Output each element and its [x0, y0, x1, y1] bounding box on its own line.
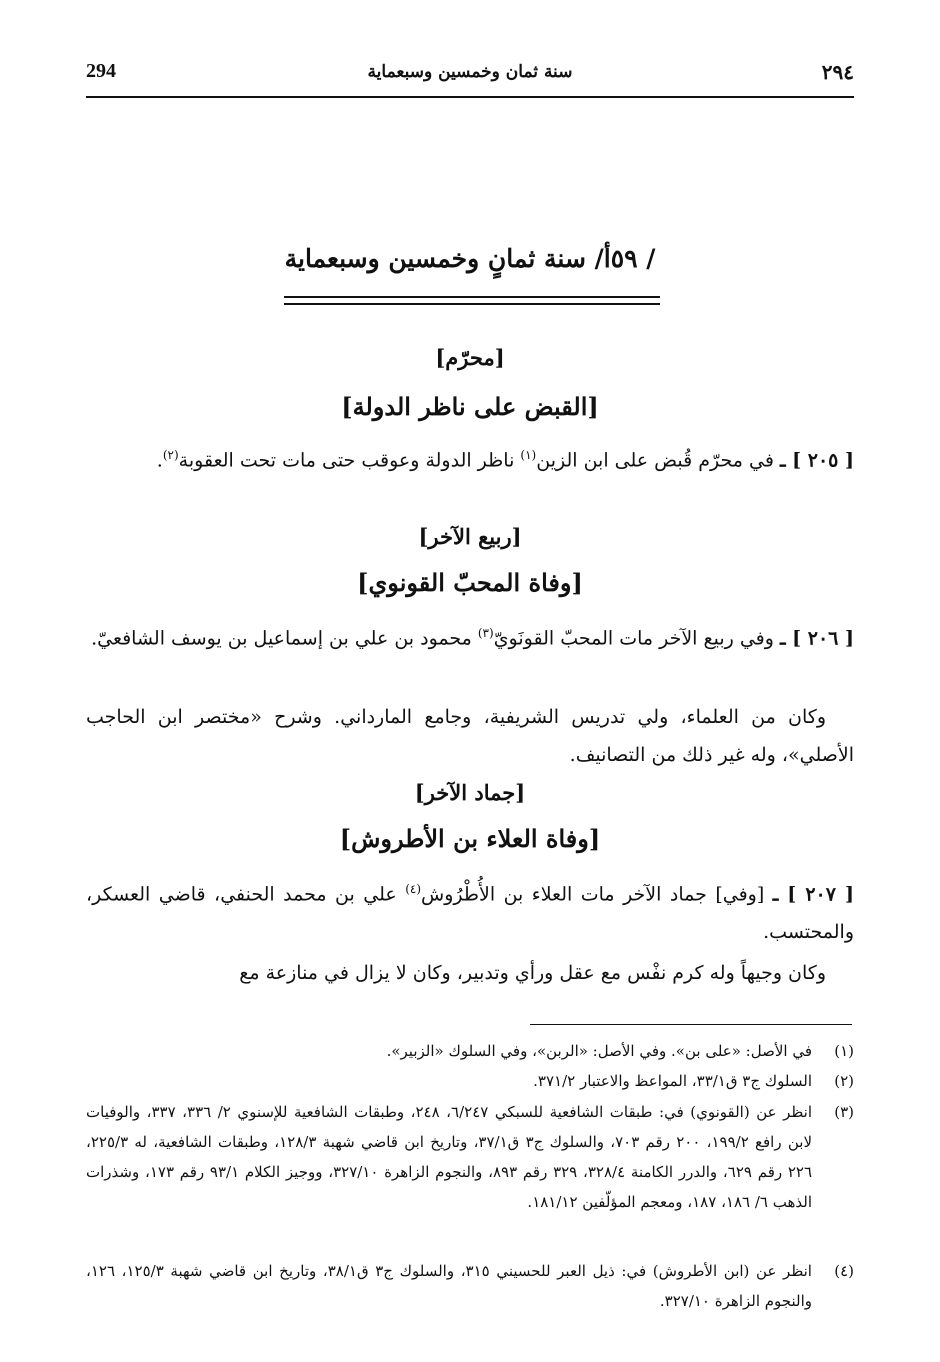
footnote-3 — [86, 1097, 854, 1217]
event-heading-qunawi: [وفاة المحبّ القونوي] — [357, 568, 583, 597]
entry-206 — [86, 614, 854, 657]
entry-number: [ ٢٠٦ ] ـ — [779, 627, 854, 650]
month-heading-rabi: [ربيع الآخر] — [418, 524, 522, 549]
footnote-ref-4: (٤) — [405, 882, 422, 896]
entry-text: علي بن محمد الحنفي، قاضي العسكر، والمحتسب. — [86, 883, 854, 944]
event-heading-utrush: [وفاة العلاء بن الأطروش] — [339, 824, 601, 853]
footnote-ref-3: (٣) — [477, 626, 494, 640]
footnote-1 — [86, 1036, 854, 1066]
heading-rule-top — [284, 296, 660, 298]
entry-text: وفي ربيع الآخر مات المحبّ القونَويّ — [493, 627, 780, 650]
footnote-2 — [86, 1066, 854, 1096]
month-heading-muharram: [محرّم] — [435, 345, 505, 370]
heading-rule-bottom — [284, 303, 660, 305]
entry-text: في محرّم قُبض على ابن الزين — [536, 449, 780, 472]
header-divider — [86, 96, 854, 98]
footnote-text: انظر عن (القونوي) في: طبقات الشافعية للسبكي ٦/٢٤٧، ٢٤٨، وطبقات الشافعية للإسنوي ٢/ ٣٣٦، ٣٣٧، والوفيات لابن رافع ١٩٩/٢، ٢٠٠ رقم ٧٠٣، والسلوك ج٣ ق٣٧/١، وتاريخ ابن قاضي شهبة ١٢٨/٣، وطبقات الشافعية، له ٢٢٥/٣، ٢٢٦ رقم ٦٢٩، والدرر الكامنة ٣٢٨/٤، ٣٢٩ رقم ٨٩٣، والنجوم الزاهرة ٣٢٧/١٠، ووجيز الكلام ٩٣/١ رقم ١٧٣، وشذرات الذهب ٦/ ١٨٦، ١٨٧، ومعجم المؤلّفين ١٨١/١٢. — [86, 1103, 813, 1211]
year-title: سنة ثمانٍ وخمسين وسبعماية — [284, 244, 586, 273]
page-number-arabic: ٢٩٤ — [821, 60, 854, 84]
entry-number: [ ٢٠٥ ] ـ — [779, 449, 854, 472]
page-number-latin: 294 — [86, 60, 116, 82]
month-heading-jumada: [جماد الآخر] — [414, 780, 526, 805]
footnote-ref-1: (١) — [520, 448, 537, 462]
entry-text: محمود بن علي بن إسماعيل بن يوسف الشافعيّ. — [91, 627, 478, 650]
entry-207-continued: وكان وجيهاً وله كرم نفْس مع عقل ورأي وتدبير، وكان لا يزال في منازعة مع — [239, 962, 826, 984]
running-header — [86, 60, 854, 94]
footnote-number: (٢) — [834, 1072, 854, 1090]
event-heading-arrest: [القبض على ناظر الدولة] — [341, 392, 599, 421]
entry-text: [وفي] جماد الآخر مات العلاء بن الأُطْرُوش — [421, 883, 773, 906]
footnote-4 — [86, 1256, 854, 1316]
entry-206-continued: وكان من العلماء، ولي تدريس الشريفية، وجامع المارداني. وشرح «مختصر ابن الحاجب الأصلي»، وله غير ذلك من التصانيف. — [86, 706, 854, 766]
entry-text: ناظر الدولة وعوقب حتى مات تحت العقوبة — [178, 449, 521, 472]
footnote-ref-2: (٢) — [162, 448, 179, 462]
folio-marker: / ٥٩أ/ — [594, 244, 656, 273]
footnote-text: في الأصل: «على بن». وفي الأصل: «الربن»، وفي السلوك «الزبير». — [386, 1042, 812, 1060]
entry-207 — [86, 870, 854, 951]
footnote-text: السلوك ج٣ ق٣٣/١، المواعظ والاعتبار ٣٧١/٢. — [533, 1072, 812, 1090]
running-title: سنة ثمان وخمسين وسبعماية — [367, 62, 573, 82]
footnote-divider — [530, 1024, 852, 1025]
entry-205 — [86, 436, 854, 479]
year-heading — [86, 244, 854, 273]
footnote-number: (١) — [834, 1042, 854, 1060]
footnote-number: (٣) — [834, 1103, 854, 1121]
footnote-number: (٤) — [834, 1262, 854, 1280]
footnote-text: انظر عن (ابن الأطروش) في: ذيل العبر للحسيني ٣١٥، والسلوك ج٣ ق٣٨/١، وتاريخ ابن قاضي شهبة ١٢٥/٣، ١٢٦، والنجوم الزاهرة ٣٢٧/١٠. — [86, 1262, 812, 1310]
entry-text: . — [156, 449, 163, 472]
entry-number: [ ٢٠٧ ] ـ — [772, 883, 854, 906]
